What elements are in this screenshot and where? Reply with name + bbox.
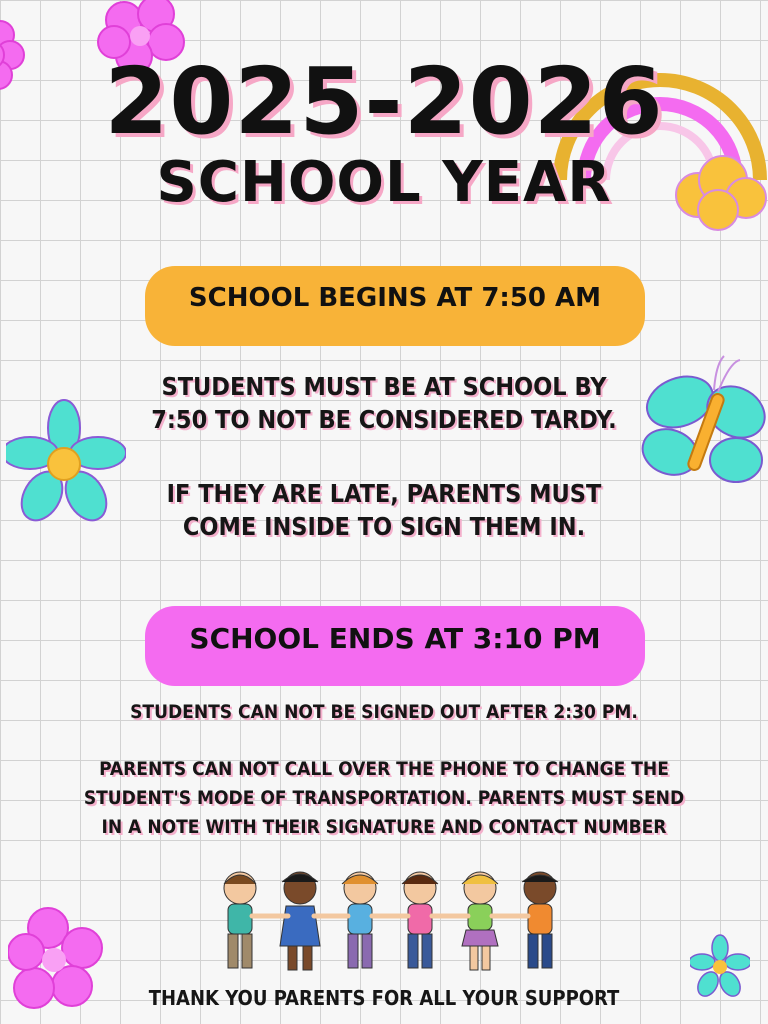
late-signin-notice xyxy=(0,477,768,543)
tardy-notice-line: 7:50 TO NOT BE CONSIDERED TARDY. xyxy=(151,405,617,434)
signout-notice: STUDENTS CAN NOT BE SIGNED OUT AFTER 2:30 PM. xyxy=(130,701,638,723)
school-year-subtitle: SCHOOL YEAR xyxy=(156,150,612,215)
transportation-line: IN A NOTE WITH THEIR SIGNATURE AND CONTACT NUMBER xyxy=(101,816,667,838)
thank-you-footer: THANK YOU PARENTS FOR ALL YOUR SUPPORT xyxy=(148,986,620,1010)
school-begins-banner: SCHOOL BEGINS AT 7:50 AM xyxy=(145,266,645,346)
transportation-notice xyxy=(10,755,758,842)
school-year-title: 2025-2026 xyxy=(104,48,664,155)
transportation-line: PARENTS CAN NOT CALL OVER THE PHONE TO CHANGE THE xyxy=(99,758,669,780)
tardy-notice xyxy=(0,370,768,436)
late-signin-line: COME INSIDE TO SIGN THEM IN. xyxy=(182,512,586,541)
late-signin-line: IF THEY ARE LATE, PARENTS MUST xyxy=(166,479,602,508)
tardy-notice-line: STUDENTS MUST BE AT SCHOOL BY xyxy=(161,372,607,401)
kids-illustration-icon xyxy=(210,866,580,976)
transportation-line: STUDENT'S MODE OF TRANSPORTATION. PARENTS MUST SEND xyxy=(83,787,685,809)
school-ends-banner: SCHOOL ENDS AT 3:10 PM xyxy=(145,606,645,686)
